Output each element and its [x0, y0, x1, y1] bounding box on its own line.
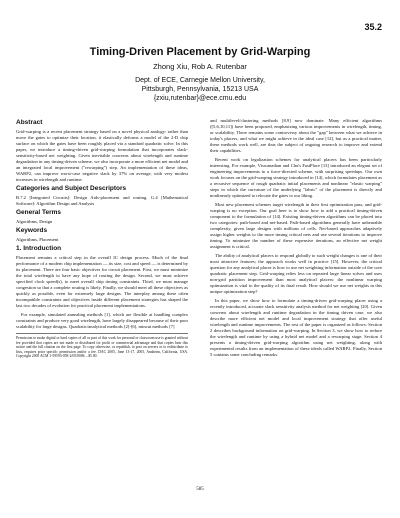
intro-paragraph-2: For example, simulated annealing methods [1], which are flexible at handling complex constraints and produce very good wirelength, have largely disappeared because of their poor scalability for large designs. Quadratic/analytical methods [2]-[6], mincut methods [7] [16, 312, 188, 329]
keywords-heading: Keywords [16, 227, 48, 234]
affiliation-city: Pittsburgh, Pennsylvania, 15213 USA [141, 86, 259, 93]
general-terms-text: Algorithms, Design [16, 219, 53, 224]
authors: Zhong Xiu, Rob A. Rutenbar [153, 62, 247, 71]
categories-heading: Categories and Subject Descriptors [16, 185, 127, 192]
session-number: 35.2 [364, 22, 382, 32]
affiliation-dept: Dept. of ECE, Carnegie Mellon University, [135, 77, 265, 84]
right-paragraph-2: Recent work on legalization schemes for analytical placers has been particularly interesting. For example, Viswanathan and Chu's FastPlace [13] introduced an elegant set of engineering improvements to a force-directed scheme, with surprising speedups. Our own work focuses on the grid-warping strategy introduced in [14], which formulates placement as a recursive sequence of rough quadratic initial placements and nonlinear "elastic warping" steps in which the curvature of the underlying "fabric" of the placement is directly and nonlinearly optimized to relocate the gates to our liking. [210, 157, 382, 198]
keywords-text: Algorithms, Placement [16, 237, 59, 242]
right-paragraph-4: The ability of analytical placers to respond globally to such weight changes is one of their most attractive features; the approach works well in practice [15]. However, the critical question for any analytical placer is how to use net weighting information outside of the core quadratic placement step. Grid-warping relies less on repeated large linear solves and uses non-grid partition improvement than most analytical placers: the nonlinear warping optimization is vital to the quality of its final result. How should we use net weights in this unique optimization step? [210, 253, 382, 294]
right-paragraph-1: and multilevel/clustering methods [8,9] now dominate. Many efficient algorithms ([5,6,10,11]) have been proposed, emphasizing various improvements in wirelength, timing, or scalability. There remains some controversy about the "gap" between what we achieve in today's placers, and what we might achieve in the ideal case [12], but as a practical matter, these methods work well, are thus the subject of ongoing research to improve and extend their capabilities. [210, 118, 382, 153]
affiliation [0, 76, 400, 103]
intro-heading: 1. Introduction [16, 245, 62, 252]
right-paragraph-3: Most new placement schemes target wirelength in their first optimization pass, and grid-warping is no exception. Our goal here is to show how to add a practical timing-driven component to the formulation of [14]. Existing timing-driven algorithms can be placed into two categories: path-based and net-based. Path-based algorithms generally have unbearable complexity, given large designs with millions of cells. Net-based approaches adaptively assign higher weights to the more timing critical nets and use several iterations to improve timing. To minimize the number of these expensive iterations, an effective net weight assignment is critical. [210, 202, 382, 249]
abstract-heading: Abstract [16, 119, 43, 126]
affiliation-email: {zxiu,rutenbar}@ece.cmu.edu [153, 95, 247, 102]
right-column [210, 118, 382, 361]
right-paragraph-5: In this paper, we show how to formulate a timing-driven grid-warping placer using a recently introduced, accurate slack sensitivity analysis method for net weighting [20]. Given concerns about wirelength and runtime degradation in the timing driven case, we also describe more efficient net model and local improvement strategy that offer useful wirelength and runtime improvements. The rest of the paper is organized as follows: Section 2 describes background information on grid-warping. In Section 3, we show how to reduce the wirelength and runtime by using a hybrid net model and a rewarping stage. Section 4 presents a timing-driven grid-warping algorithm using net weighting, along with experimental results from an implementation of these ideals called WARP2. Finally, Section 5 contains some concluding remarks. [210, 298, 382, 357]
left-column [16, 118, 188, 359]
general-terms-heading: General Terms [16, 209, 62, 216]
categories-text: B.7.2 [Integrated Circuits]: Design Aids-placement and routing. G.4 [Mathematical Software]: Algorithm Design and Analysis [16, 195, 188, 206]
abstract-text: Grid-warping is a recent placement strategy based on a novel physical analogy: rather than move the gates to optimize their location, it elastically deforms a model of the 2-D chip surface on which the gates have been roughly placed via a standard quadratic solve. In this paper, we introduce a timing-driven grid-warping formulation that incorporates slack-sensitivity-based net weighting. Given inevitable concerns about wirelength and runtime degradation in any timing-driven scheme, we also incorporate a more efficient net model and an integrated local improvement ("rewarping") step. An implementation of these ideas, WARP2, can improve worst-case negative slack by 37% on average, with very modest increases in wirelength and runtime. [16, 129, 188, 182]
paper-title: Timing-Driven Placement by Grid-Warping [89, 46, 311, 58]
page-number: 585 [196, 487, 204, 492]
copyright-footnote: Permission to make digital or hard copies of all or part of this work for personal or classroom use is granted without fee provided that copies are not made or distributed for profit or commercial advantage and that copies bear this notice and the full citation on the first page. To copy otherwise, or republish, to post on servers or to redistribute to lists, requires prior specific permission and/or a fee. DAC 2005, June 13-17, 2005, Anaheim, California, USA. Copyright 2005 ACM 1-59593-058-2/05/0006 ...$5.00. [16, 333, 188, 359]
intro-paragraph-1: Placement remains a critical step in the overall IC design process. Much of the final performance of a modern chip implementation — its size, cost and speed — is determined by its placement. There are four basic objectives for circuit placement. First, we must minimize the total wirelength to have any hope of routing the design. Second, we must achieve specified clock speed(s), to meet overall chip timing constraints. Third, we must manage congestion so that a complete routing is likely. Finally, we should meet all these objectives as quickly as possible, even for extremely large designs. The interplay among these often incompatible constraints and objectives inside different placement strategies has shaped the last two decades of evolution for practical placement implementations. [16, 255, 188, 308]
